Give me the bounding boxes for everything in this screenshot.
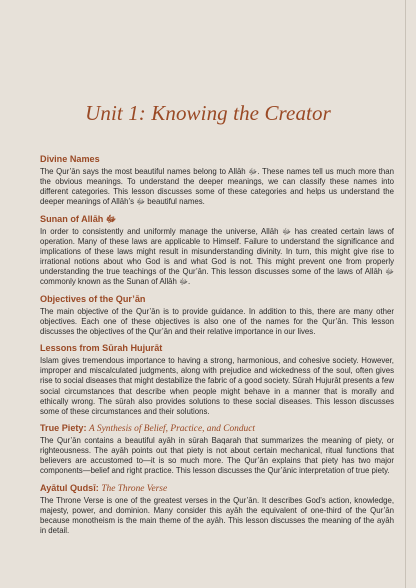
section-heading-text: Lessons from Sūrah Hujurāt [40,343,163,354]
section-heading [40,152,394,166]
section-body: In order to consistently and uniformly manage the universe, Allāh ﷻ has created certain laws of operation. Many of these laws are applicable to Himself. Failure to understand the significance and implications of these laws might result in misunderstanding divinity. In turn, this might give rise to irrational notions about who God is and what God is not. This might prevent one from properly understanding the true teachings of the Qur’ān. This lesson discusses some of the laws of Allāh ﷻ commonly known as the Sunan of Allāh ﷻ. [40,226,394,287]
section-heading-text: True Piety: [40,422,87,433]
section-sunan-of-allah [40,212,394,288]
section-body: The Qur’ān contains a beautiful ayāh in sūrah Baqarah that summarizes the meaning of piety, or righteousness. The ayāh points out that piety is not about certain mechanical, ritual functions that believers are accustomed to—it is so much more. The Qur’ān explains that piety has two major components—belief and right practice. This lesson discusses the Qur’ānic interpretation of true piety. [40,435,394,476]
section-heading-subtitle: A Synthesis of Belief, Practice, and Conduct [89,423,255,434]
section-heading-text: Divine Names [40,154,100,164]
unit-content [40,152,394,540]
section-body: The Qur’ān says the most beautiful names belong to Allāh ﷻ. These names tell us much more than the obvious meanings. To understand the deeper meanings, we can classify these names into different categories. This lesson discusses some of these categories and helps us understand the deeper meanings of Allāh’s ﷻ beautiful names. [40,167,394,207]
section-heading [40,212,394,226]
section-true-piety [40,421,394,477]
section-objectives-of-the-quran [40,292,394,337]
section-body: Islam gives tremendous importance to having a strong, harmonious, and cohesive society. However, improper and miscalculated judgments, along with prejudice and wickedness of the soul, often gives rise to social diseases that might destabilize the fabric of a good society. Sūrah Hujurāt presents a few social circumstances that describe when people might behave in a manner that is morally and ethically wrong. The sūrah also provides solutions to these social diseases. This lesson discusses some of these circumstances and their solutions. [40,356,394,416]
section-body: The Throne Verse is one of the greatest verses in the Qur’ān. It describes God’s action, knowledge, majesty, power, and dominion. Many consider this ayāh the equivalent of one-third of the Qur’ān because monotheism is the main theme of the ayāh. This lesson discusses the meaning of the ayāh in detail. [40,495,394,536]
section-body: The main objective of the Qur’ān is to provide guidance. In addition to this, there are many other objectives. Each one of these objectives is also one of the names for the Qur’ān. This lesson discusses the objectives of the Qur’ān and their relative importance in our lives. [40,306,394,336]
page-edge-line [405,0,406,588]
section-heading [40,421,394,435]
section-divine-names [40,152,394,208]
section-heading-text: Ayātul Qudsī: [40,482,99,493]
page-title: Unit 1: Knowing the Creator [85,101,331,125]
section-heading [40,292,394,306]
section-heading [40,481,394,495]
section-heading-text: Objectives of the Qur’ān [40,293,146,304]
section-heading-text: Sunan of Allāh ﷻ [40,213,117,224]
section-heading [40,341,394,355]
section-ayatul-qudsi [40,481,394,537]
section-lessons-from-surah-hujurat [40,341,394,417]
section-heading-subtitle: The Throne Verse [101,483,168,494]
